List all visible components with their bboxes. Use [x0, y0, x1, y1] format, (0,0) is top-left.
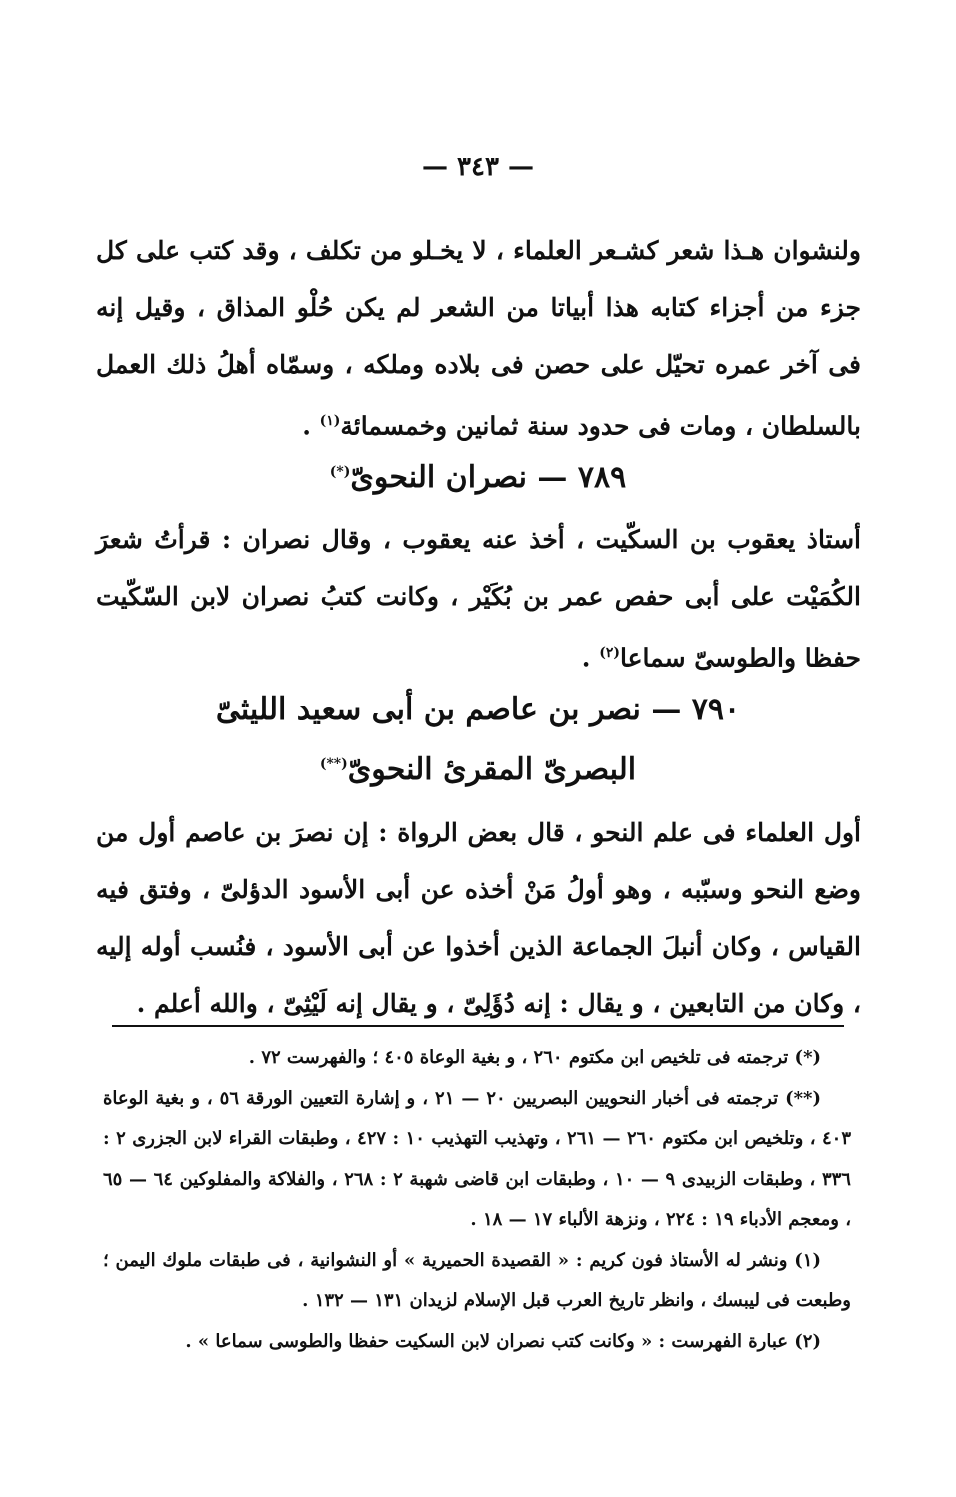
entry-789-footnote-ref: (٢) [599, 645, 620, 661]
entry-790-paragraph: أول العلماء فى علم النحو ، قال بعض الرواة : إن نصرَ بن عاصم أول من وضع النحو وسبّبه ، وهو أولُ مَنْ أخذه عن أبى الأسود الدؤلىّ ، وفتق فيه القياس ، وكان أنبلَ الجماعة الذين أخذوا عن أبى الأسود ، فنُسب أوله إليه ، وكان من التابعين ، و يقال : إنه دُؤَلِىّ ، و يقال إنه لَيْثِىّ ، والله أعلم . [96, 818, 862, 1018]
footnote-2: (٢) عبارة الفهرست : « وكانت كتب نصران لابن السكيت حفظا والطوسى سماعا » . [185, 1330, 821, 1352]
footnote-divider [112, 1025, 844, 1027]
entry-790-title-line2: البصرىّ المقرئ النحوىّ [347, 752, 637, 787]
entry-789-ref: (*) [329, 464, 351, 480]
intro-paragraph [96, 222, 861, 454]
footnotes [103, 1038, 851, 1362]
entry-789-heading [0, 444, 956, 506]
entry-790-heading-line2 [0, 736, 956, 798]
entry-790-ref: (**) [319, 756, 348, 772]
intro-footnote-ref: (١) [319, 413, 341, 429]
footnote-star: (*) ترجمته فى تلخيص ابن مكتوم ٢٦٠ ، و بغية الوعاة ٤٠٥ ؛ والفهرست ٧٢ . [248, 1047, 821, 1068]
intro-end: . [302, 411, 320, 441]
entry-789-end: . [581, 643, 600, 673]
entry-789-title: ٧٨٩ — نصران النحوىّ [350, 460, 627, 495]
intro-text: ولنشوان هـذا شعر كشـعر العلماء ، لا يخـلو من تكلف ، وقد كتب على كل جزء من أجزاء كتابه هذا أبياتا من الشعر لم يكن حُلْو المذاق ، وقيل إنه فى آخر عمره تحيّل على حصن فى بلاده وملكه ، وسمّاه أهلُ ذلك العمل بالسلطان ، ومات فى حدود سنة ثمانين وخمسمائة [96, 236, 861, 441]
entry-789-text: أستاذ يعقوب بن السكّيت ، أخذ عنه يعقوب ، وقال نصران : قرأتُ شعرَ الكُمَيْت على أبى حفص عمر بن بُكَيْر ، وكانت كتبُ نصران لابن السّكّيت حفظا والطوسىّ سماعا [96, 525, 861, 673]
entry-790-heading-line1: ٧٩٠ — نصر بن عاصم بن أبى سعيد الليثىّ [215, 692, 741, 727]
page-number: — ٣٤٣ — [421, 152, 535, 182]
footnote-1: (١) ونشر له الأستاذ فون كريم : « القصيدة الحميرية » أو النشوانية ، فى طبقات ملوك اليمن ؛ وطبعت فى ليبسك ، وانظر تاريخ العرب قبل الإسلام لزيدان ١٣١ — ١٣٢ . [103, 1249, 851, 1311]
footnote-double-star: (**) ترجمته فى أخبار النحويين البصريين ٢٠ — ٢١ ، و إشارة التعيين الورقة ٥٦ ، و بغية الوعاة ٤٠٣ ، وتلخيص ابن مكتوم ٢٦٠ — ٢٦١ ، وتهذيب التهذيب ١٠ : ٤٢٧ ، وطبقات القراء لابن الجزرى ٢ : ٣٣٦ ، وطبقات الزبيدى ٩ — ١٠ ، وطبقات ابن قاضى شهبة ٢ : ٢٦٨ ، والفلاكة والمفلوكين ٦٤ — ٦٥ ، ومعجم الأدباء ١٩ : ٢٢٤ ، ونزهة الألباء ١٧ — ١٨ . [103, 1087, 851, 1230]
entry-789-paragraph [96, 511, 861, 686]
